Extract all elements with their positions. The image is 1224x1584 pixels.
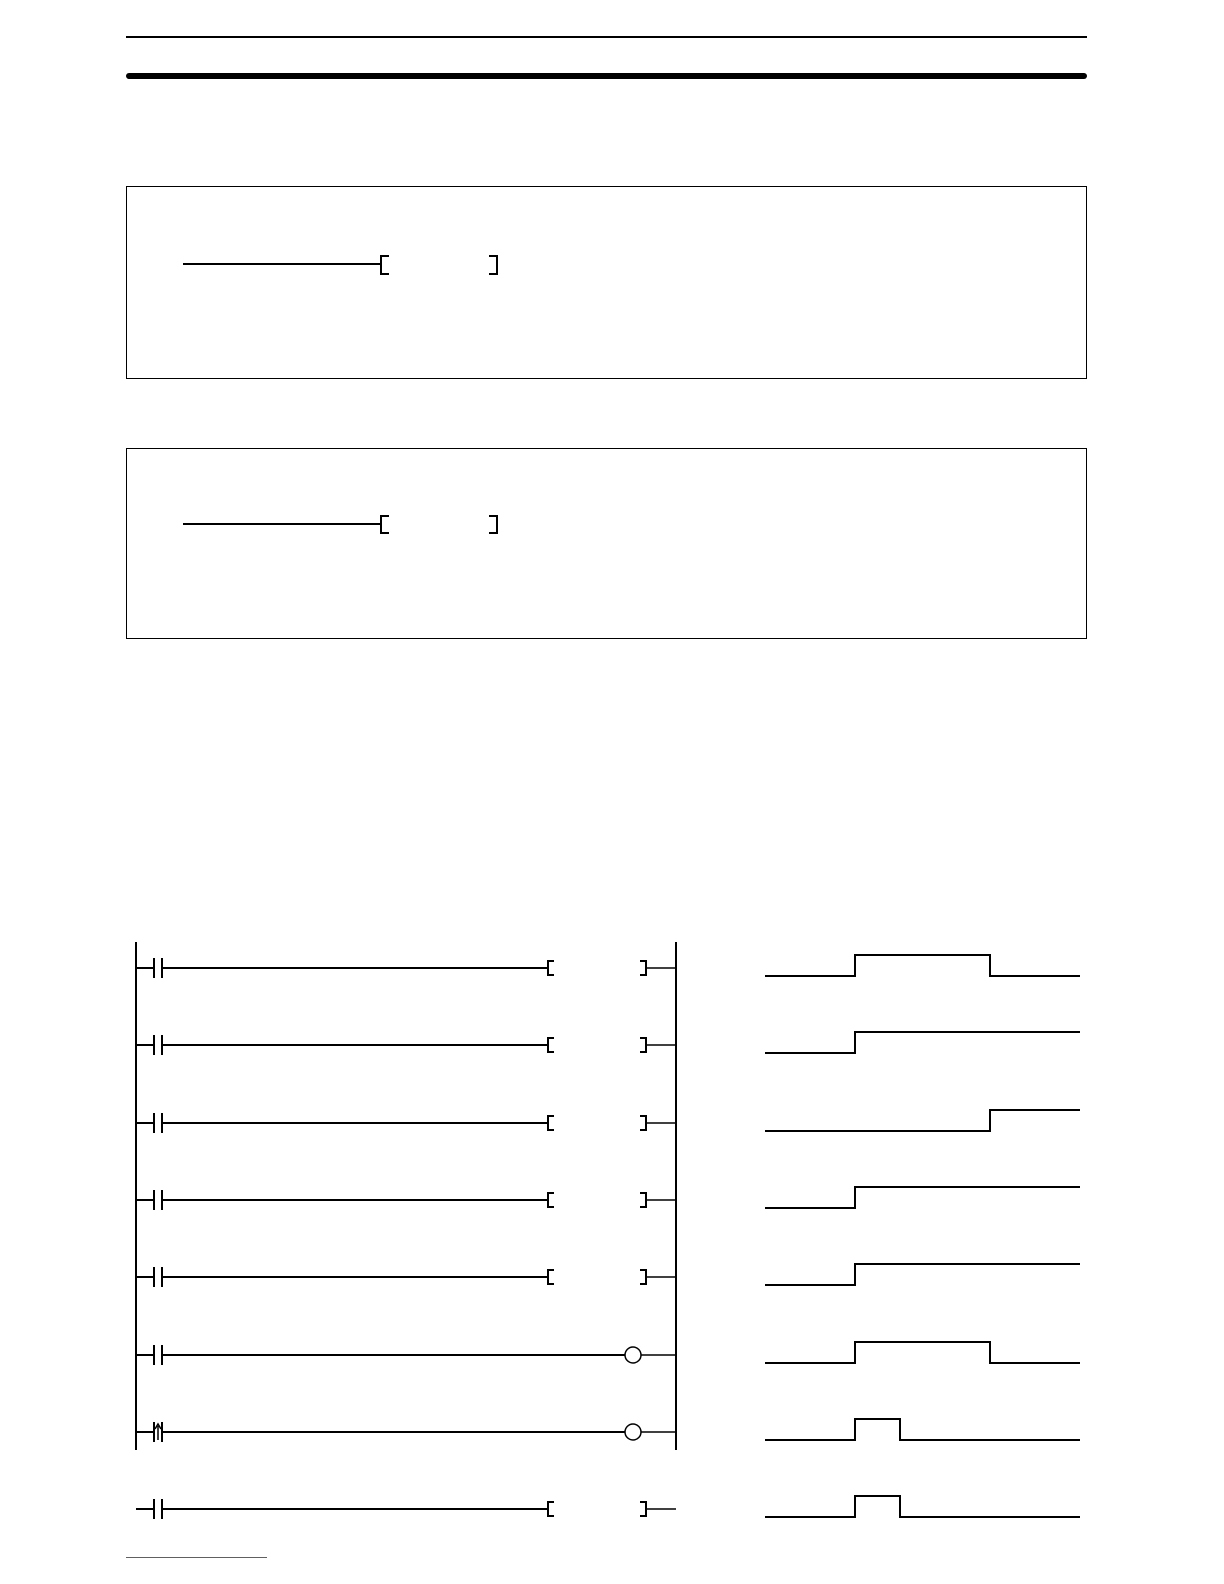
- timing-waveform-2: [765, 1032, 1080, 1053]
- output-coil-6: [625, 1347, 641, 1363]
- instruction-symbol-2: [127, 449, 1088, 640]
- instruction-close-bracket-1: [640, 961, 646, 975]
- instruction-open-bracket-4: [548, 1193, 554, 1207]
- instruction-close-bracket-2: [640, 1038, 646, 1052]
- timing-waveform-1: [765, 955, 1080, 976]
- timing-waveform-7: [765, 1419, 1080, 1440]
- instruction-open-bracket-3: [548, 1116, 554, 1130]
- header-thin-rule: [126, 36, 1087, 38]
- timing-waveform-3: [765, 1110, 1080, 1131]
- timing-waveform-6: [765, 1342, 1080, 1363]
- instruction-open-bracket-8: [548, 1502, 554, 1516]
- instruction-open-bracket-5: [548, 1270, 554, 1284]
- timing-waveform-4: [765, 1187, 1080, 1208]
- instruction-diagram-box-2: [126, 448, 1087, 639]
- up-arrow-head-icon-7: [155, 1424, 161, 1429]
- instruction-close-bracket-3: [640, 1116, 646, 1130]
- instruction-diagram-box-1: [126, 186, 1087, 379]
- output-coil-7: [625, 1424, 641, 1440]
- footer-link-rule: [126, 1557, 267, 1558]
- instruction-open-bracket-2: [548, 1038, 554, 1052]
- timing-waveform-5: [765, 1264, 1080, 1285]
- instruction-open-bracket-1: [548, 961, 554, 975]
- instruction-close-bracket-5: [640, 1270, 646, 1284]
- instruction-close-bracket-4: [640, 1193, 646, 1207]
- timing-waveform-8: [765, 1496, 1080, 1517]
- header-thick-rule: [126, 73, 1087, 79]
- instruction-symbol-1: [127, 187, 1088, 380]
- instruction-close-bracket-8: [640, 1502, 646, 1516]
